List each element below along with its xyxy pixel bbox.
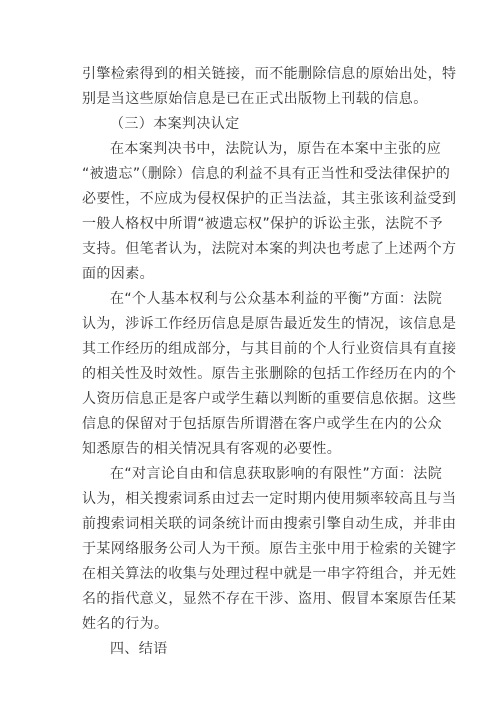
paragraph-line: “被遗忘”（删除）信息的利益不具有正当性和受法律保护的: [82, 166, 451, 182]
paragraph-line: 的相关性及时效性。原告主张删除的包括工作经历在内的个: [82, 366, 457, 382]
paragraph-line: 别是当这些原始信息是已在正式出版物上刊载的信息。: [82, 91, 428, 107]
paragraph-line: 在本案判决书中，法院认为，原告在本案中主张的应: [110, 141, 442, 157]
paragraph-line: 信息的保留对于包括原告所谓潜在客户或学生在内的公众: [82, 416, 442, 432]
paragraph-line: 在“个人基本权利与公众基本利益的平衡”方面：法院: [110, 291, 443, 307]
paragraph-line: 前搜索词相关联的词条统计而由搜索引擎自动生成，并非由: [82, 516, 457, 532]
paragraph-line: 姓名的行为。: [82, 616, 169, 632]
paragraph-line: 人资历信息正是客户或学生藉以判断的重要信息依据。这些: [82, 391, 457, 407]
section-heading: 四、结语: [110, 641, 168, 657]
paragraph-line: 其工作经历的组成部分，与其目前的个人行业资信具有直接: [82, 341, 457, 357]
paragraph-line: 认为，涉诉工作经历信息是原告最近发生的情况，该信息是: [82, 316, 457, 332]
paragraph-line: 一般人格权中所谓“被遗忘权”保护的诉讼主张，法院不予: [82, 216, 443, 232]
paragraph-line: 知悉原告的相关情况具有客观的必要性。: [82, 441, 342, 457]
paragraph-line: 认为，相关搜索词系由过去一定时期内使用频率较高且与当: [82, 491, 457, 507]
paragraph-line: 面的因素。: [82, 266, 154, 282]
paragraph-line: 于某网络服务公司人为干预。原告主张中用于检索的关键字: [82, 541, 457, 557]
paragraph-line: 在“对言论自由和信息获取影响的有限性”方面：法院: [110, 466, 443, 482]
paragraph-line: 引擎检索得到的相关链接，而不能删除信息的原始出处，特: [82, 66, 457, 82]
paragraph-line: 在相关算法的收集与处理过程中就是一串字符组合，并无姓: [82, 566, 457, 582]
paragraph-line: 必要性，不应成为侵权保护的正当法益，其主张该利益受到: [82, 191, 457, 207]
section-heading: （三）本案判决认定: [110, 116, 240, 132]
paragraph-line: 支持。但笔者认为，法院对本案的判决也考虑了上述两个方: [82, 241, 457, 257]
paragraph-line: 名的指代意义，显然不存在干涉、盗用、假冒本案原告任某: [82, 591, 457, 607]
